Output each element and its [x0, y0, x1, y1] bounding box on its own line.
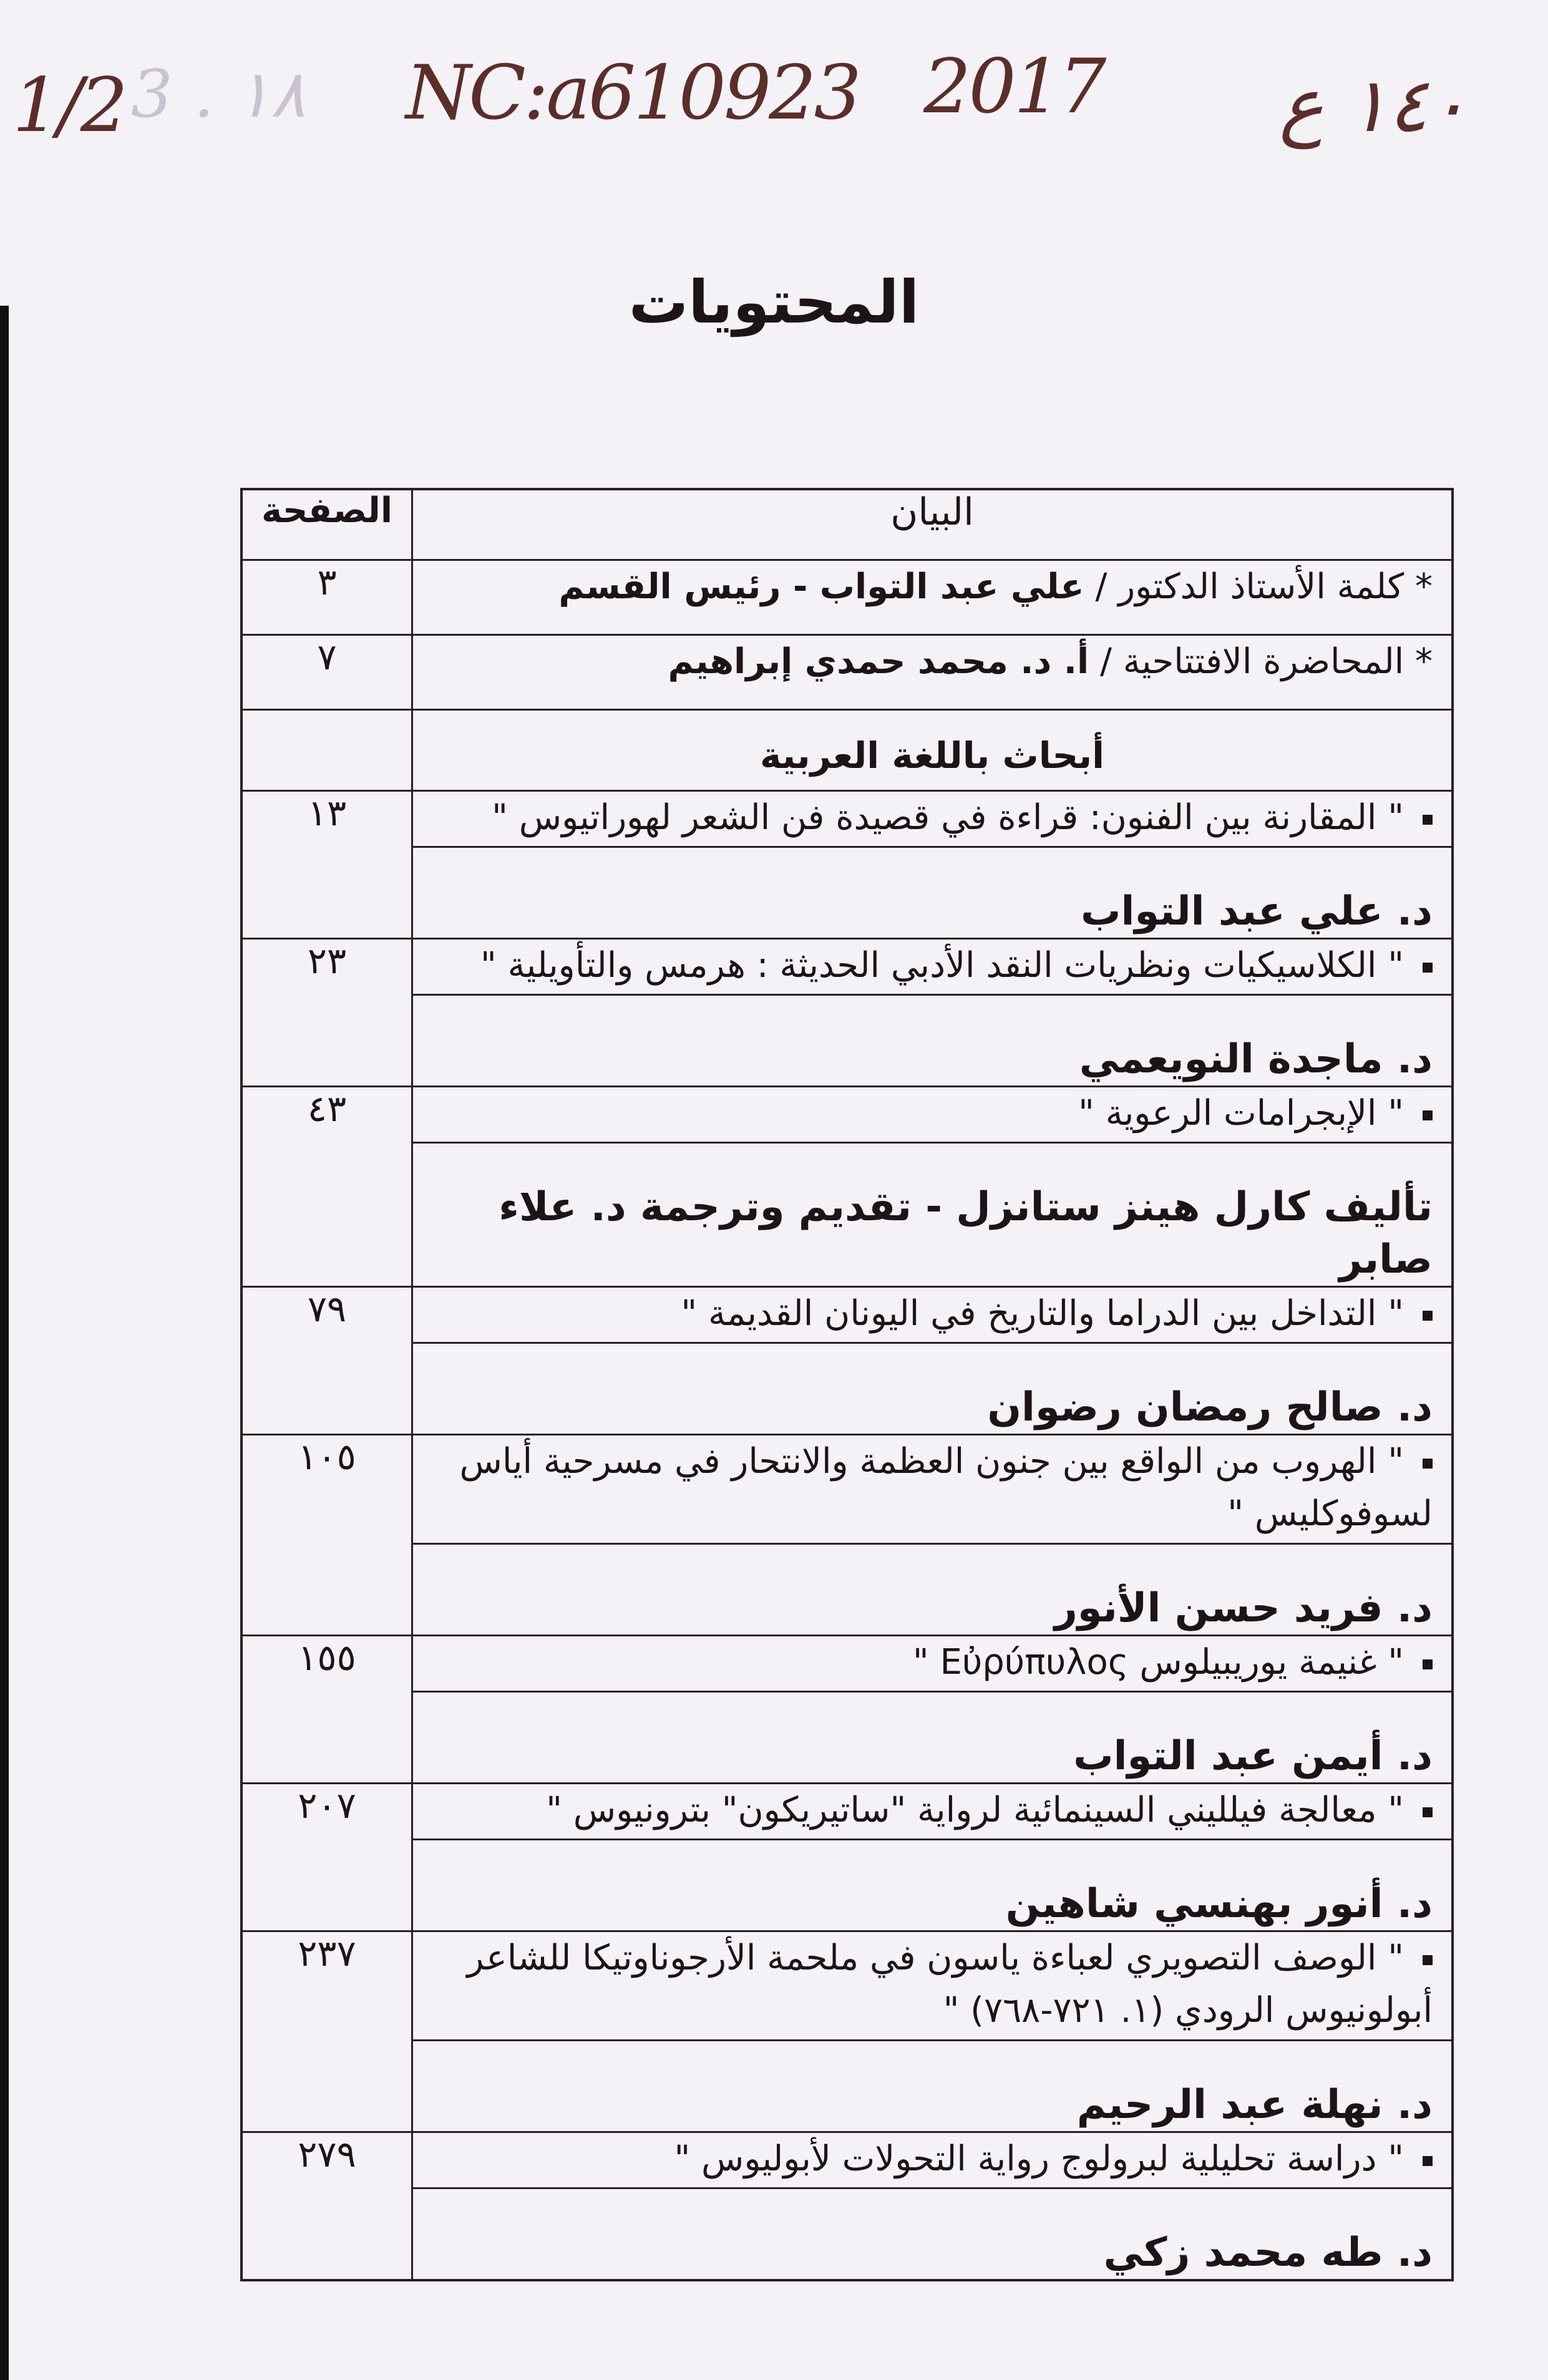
article-title-text: " التداخل بين الدراما والتاريخ في اليونان القديمة ": [681, 1293, 1404, 1334]
article-title[interactable]: [412, 1931, 1453, 2041]
article-author-row: [241, 1343, 1453, 1435]
article-title-text: " معالجة فيلليني السينمائية لرواية "ساتيريكون" بترونيوس ": [546, 1790, 1404, 1830]
article-author: د. أنور بهنسي شاهين: [412, 1840, 1453, 1931]
table-header-row: [241, 489, 1453, 560]
article-title-row: [241, 791, 1453, 847]
article-title[interactable]: [412, 1784, 1453, 1840]
article-title[interactable]: [412, 939, 1453, 995]
page-number: ٢٧٩: [241, 2132, 412, 2281]
article-author: د. ماجدة النويعمي: [412, 995, 1453, 1087]
article-title-row: [241, 1287, 1453, 1343]
article-title[interactable]: [412, 1287, 1453, 1343]
page-number: ٧: [241, 635, 412, 710]
article-title[interactable]: [412, 1435, 1453, 1544]
handwritten-fraction: 1/2: [12, 62, 126, 149]
article-author: د. أيمن عبد التواب: [412, 1692, 1453, 1784]
page-number: ٣: [241, 560, 412, 635]
intro-entry[interactable]: [412, 635, 1453, 710]
handwritten-issue-number: ١٤٠ ع: [1279, 62, 1469, 149]
page-title: المحتويات: [628, 268, 920, 337]
article-author-row: [241, 1692, 1453, 1784]
header-page: الصفحة: [241, 489, 412, 560]
article-title-row: [241, 1784, 1453, 1840]
article-title-text: " الوصف التصويري لعباءة ياسون في ملحمة الأرجوناوتيكا للشاعر أبولونيوس الرودي (١. ٧٢١-٧٦٨) ": [467, 1938, 1433, 2031]
square-bullet-icon: [1423, 1659, 1433, 1669]
square-bullet-icon: [1423, 1459, 1433, 1469]
article-title-row: [241, 1931, 1453, 2041]
square-bullet-icon: [1423, 963, 1433, 973]
page-number: ٤٣: [241, 1087, 412, 1287]
article-title-text: " المقارنة بين الفنون: قراءة في قصيدة فن الشعر لهوراتيوس ": [492, 797, 1404, 838]
article-title-row: [241, 2132, 1453, 2188]
handwritten-faint-mark: 3 . ١٨: [131, 56, 306, 132]
article-author: د. علي عبد التواب: [412, 847, 1453, 939]
square-bullet-icon: [1423, 2156, 1433, 2166]
header-description: البيان: [412, 489, 1453, 560]
article-title-row: [241, 1636, 1453, 1692]
square-bullet-icon: [1423, 815, 1433, 825]
handwritten-year: 2017: [923, 44, 1104, 130]
article-title-text: " الإبجرامات الرعوية ": [1078, 1093, 1404, 1134]
page-number-empty: [241, 710, 412, 791]
article-title[interactable]: [412, 1087, 1453, 1143]
article-title-text: " دراسة تحليلية لبرولوج رواية التحولات لأبوليوس ": [674, 2139, 1404, 2179]
square-bullet-icon: [1423, 1311, 1433, 1321]
intro-prefix: * المحاضرة الافتتاحية /: [1089, 641, 1433, 682]
intro-row: [241, 560, 1453, 635]
page-number: ١٠٥: [241, 1435, 412, 1636]
article-author-row: [241, 1840, 1453, 1931]
article-title-text: " غنيمة يوريبيلوس Εὐρύπυλος ": [912, 1642, 1404, 1683]
handwritten-call-number: NC:a610923: [406, 50, 859, 137]
article-title[interactable]: [412, 2132, 1453, 2188]
article-author: د. صالح رمضان رضوان: [412, 1343, 1453, 1435]
square-bullet-icon: [1423, 1955, 1433, 1965]
article-author-row: [241, 1544, 1453, 1636]
intro-name: أ. د. محمد حمدي إبراهيم: [668, 641, 1089, 682]
article-author-row: [241, 2041, 1453, 2132]
intro-entry[interactable]: [412, 560, 1453, 635]
intro-prefix: * كلمة الأستاذ الدكتور /: [1084, 566, 1433, 607]
scan-edge: [0, 306, 9, 2380]
article-title-row: [241, 1435, 1453, 1544]
section-heading-row: [241, 710, 1453, 791]
article-author-row: [241, 2188, 1453, 2281]
article-author: د. طه محمد زكي: [412, 2188, 1453, 2281]
page-number: ٢٣: [241, 939, 412, 1087]
page-number: ١٣: [241, 791, 412, 939]
article-title-text: " الهروب من الواقع بين جنون العظمة والانتحار في مسرحية أياس لسوفوكليس ": [459, 1441, 1433, 1534]
section-heading: أبحاث باللغة العربية: [412, 710, 1453, 791]
article-author: د. نهلة عبد الرحيم: [412, 2041, 1453, 2132]
article-title-row: [241, 1087, 1453, 1143]
article-author-row: [241, 995, 1453, 1087]
page-number: ١٥٥: [241, 1636, 412, 1784]
article-title[interactable]: [412, 791, 1453, 847]
article-title[interactable]: [412, 1636, 1453, 1692]
page-number: ٢٣٧: [241, 1931, 412, 2132]
article-author: د. فريد حسن الأنور: [412, 1544, 1453, 1636]
square-bullet-icon: [1423, 1110, 1433, 1120]
article-title-text: " الكلاسيكيات ونظريات النقد الأدبي الحديثة : هرمس والتأويلية ": [480, 945, 1404, 986]
article-author-row: [241, 1143, 1453, 1287]
article-author: تأليف كارل هينز ستانزل - تقديم وترجمة د. علاء صابر: [412, 1143, 1453, 1287]
intro-name: علي عبد التواب - رئيس القسم: [558, 566, 1084, 607]
page-number: ٧٩: [241, 1287, 412, 1435]
article-title-row: [241, 939, 1453, 995]
square-bullet-icon: [1423, 1807, 1433, 1817]
page-number: ٢٠٧: [241, 1784, 412, 1931]
handwritten-annotations: [0, 25, 1548, 150]
intro-row: [241, 635, 1453, 710]
contents-table: [240, 488, 1454, 2281]
article-author-row: [241, 847, 1453, 939]
